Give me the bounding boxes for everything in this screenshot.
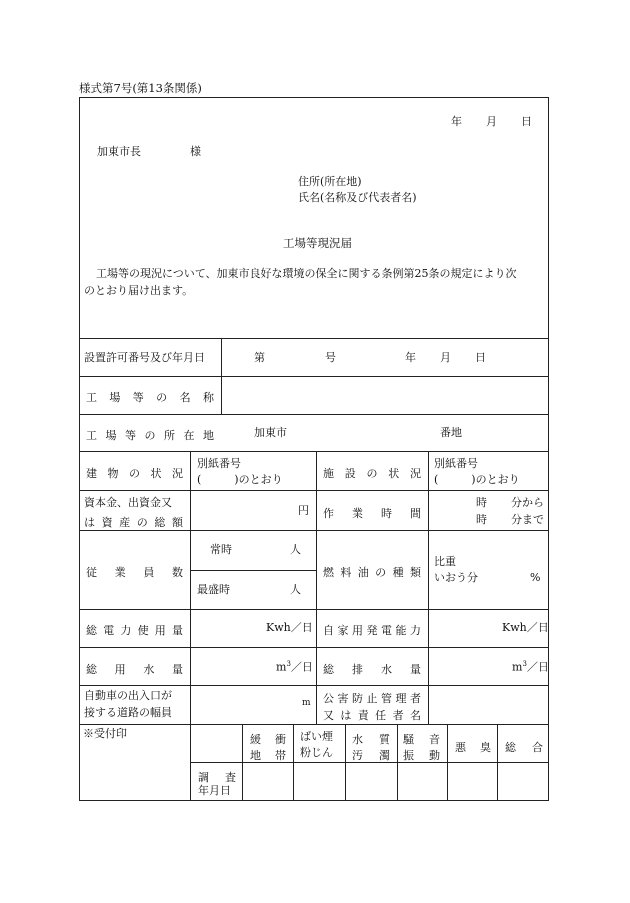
- receipt-stamp-label: ※受付印: [83, 727, 127, 740]
- survey-col-water-l1: 水 質: [352, 733, 390, 746]
- survey-col-smoke-l1: ばい煙: [300, 730, 333, 743]
- permit-day: 日: [475, 351, 486, 364]
- building-attach-2: ( )のとおり: [197, 473, 283, 486]
- factory-name-field[interactable]: [222, 377, 548, 413]
- date-day: 日: [521, 115, 532, 128]
- name-label: 氏名(名称及び代表者名): [298, 191, 417, 204]
- fuel-label: 燃 料 油 の 種 類: [323, 566, 421, 579]
- date-year: 年: [451, 115, 462, 128]
- survey-col-buffer-l2: 地 帯: [250, 749, 286, 762]
- power-use-label: 総 電 力 使 用 量: [86, 624, 183, 637]
- body-text-line2: のとおり届け出ます。: [84, 284, 194, 297]
- permit-go: 号: [325, 351, 336, 364]
- hours-to-hour: 時: [476, 513, 487, 526]
- permit-label: 設置許可番号及び年月日: [84, 351, 205, 364]
- drain-label: 総 排 水 量: [323, 663, 421, 676]
- permit-year: 年: [405, 351, 416, 364]
- factory-location-city: 加東市: [254, 426, 287, 439]
- survey-date-label-l2: 年月日: [198, 784, 231, 797]
- survey-date-label-l1: 調 査: [198, 771, 236, 784]
- employees-regular-unit: 人: [290, 543, 301, 556]
- facility-attach-2: ( )のとおり: [434, 473, 520, 486]
- facility-attach-1: 別紙番号: [434, 457, 478, 470]
- employees-peak: 最盛時: [197, 583, 230, 596]
- hours-from-min: 分から: [511, 496, 544, 509]
- permit-month: 月: [440, 351, 451, 364]
- factory-name-label: 工 場 等 の 名 称: [86, 391, 214, 404]
- water-use-unit: $m^3/$日: [276, 660, 313, 674]
- survey-col-total: 総 合: [505, 741, 543, 754]
- capital-unit: 円: [298, 504, 309, 517]
- addressee: 加東市長: [97, 145, 141, 158]
- employees-regular: 常時: [210, 543, 232, 556]
- facility-label: 施 設 の 状 況: [323, 467, 421, 480]
- self-gen-label: 自 家 用 発 電 能 力: [323, 624, 421, 637]
- fuel-percent: %: [530, 571, 541, 584]
- fuel-gravity: 比重: [434, 555, 456, 568]
- document-title: 工場等現況届: [283, 236, 352, 250]
- permit-dai: 第: [254, 351, 265, 364]
- survey-col-odor: 悪 臭: [455, 741, 491, 754]
- road-label-line1: 自動車の出入口が: [84, 689, 172, 702]
- survey-col-water-l2: 汚 濁: [352, 749, 390, 762]
- power-use-unit: Kwh／日: [266, 621, 313, 634]
- building-attach-1: 別紙番号: [197, 457, 241, 470]
- address-label: 住所(所在地): [298, 175, 362, 188]
- water-use-label: 総 用 水 量: [86, 663, 183, 676]
- hours-from-hour: 時: [476, 496, 487, 509]
- survey-col-noise-l2: 振 動: [403, 749, 440, 762]
- self-gen-unit: Kwh／日: [502, 621, 549, 634]
- employees-peak-unit: 人: [290, 583, 301, 596]
- building-label: 建 物 の 状 況: [86, 467, 183, 480]
- factory-location-label: 工 場 等 の 所 在 地: [86, 429, 214, 442]
- employees-label: 従 業 員 数: [86, 566, 183, 579]
- hours-label: 作 業 時 間: [323, 507, 421, 520]
- survey-col-noise-l1: 騒 音: [403, 733, 440, 746]
- date-month: 月: [486, 115, 497, 128]
- capital-label-line2: は 資 産 の 総 額: [84, 516, 183, 529]
- manager-label-line2: 又 は 責 任 者 名: [323, 709, 421, 722]
- road-label-line2: 接する道路の幅員: [84, 706, 172, 719]
- fuel-sulfur: いおう分: [434, 571, 478, 584]
- road-unit: m: [302, 698, 311, 708]
- honorific: 様: [190, 145, 201, 158]
- hours-to-min: 分まで: [511, 513, 544, 526]
- survey-col-smoke-l2: 粉じん: [300, 746, 333, 759]
- drain-unit: $m^3/$日: [512, 660, 549, 674]
- form-number: 様式第7号(第13条関係): [79, 81, 202, 95]
- manager-label-line1: 公 害 防 止 管 理 者: [323, 692, 421, 705]
- survey-col-buffer-l1: 緩 衝: [250, 733, 286, 746]
- capital-label-line1: 資本金、出資金又: [84, 496, 172, 509]
- factory-location-banchi: 番地: [440, 426, 462, 439]
- body-text-line1: 工場等の現況について、加東市良好な環境の保全に関する条例第25条の規定により次: [96, 267, 517, 280]
